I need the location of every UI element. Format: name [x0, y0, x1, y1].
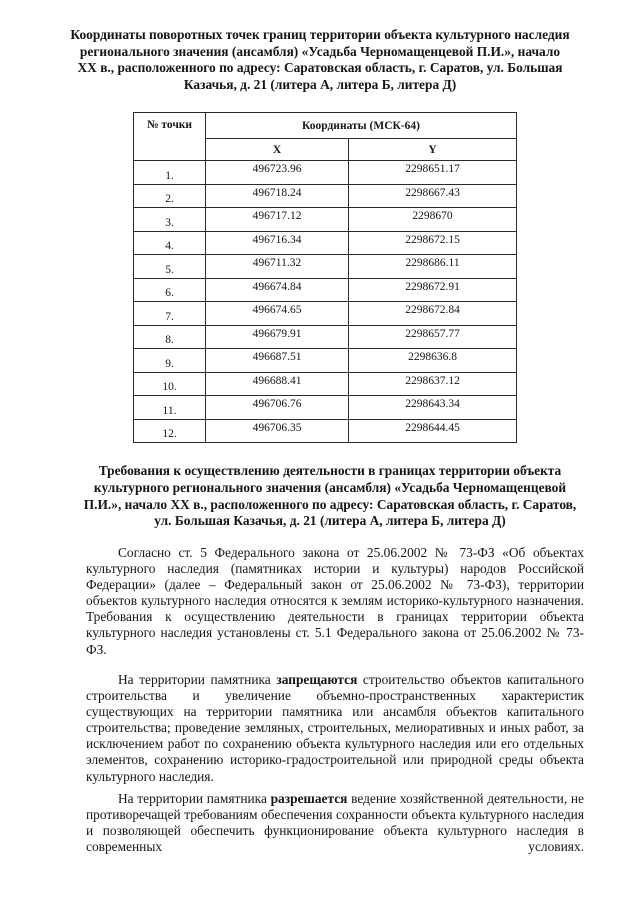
y-coordinate-cell: 2298636.8	[349, 349, 517, 373]
table-row	[134, 278, 517, 302]
x-coordinate-cell: 496716.34	[206, 231, 349, 255]
x-coordinate-cell: 496688.41	[206, 372, 349, 396]
y-coordinate-cell: 2298651.17	[349, 161, 517, 185]
table-row	[134, 184, 517, 208]
permitted-keyword: разрешается	[270, 791, 348, 806]
column-header-number: № точки	[134, 113, 206, 161]
table-row	[134, 419, 517, 443]
table-row	[134, 302, 517, 326]
y-coordinate-cell: 2298637.12	[349, 372, 517, 396]
y-coordinate-cell: 2298672.91	[349, 278, 517, 302]
table-row	[134, 325, 517, 349]
table-row	[134, 255, 517, 279]
point-number-cell: 6.	[134, 278, 206, 302]
paragraph-permitted-rest: ведение хозяйственной деятельности, не противоречащей требованиям обеспечения сохранности объекта культурного наследия и позволяющей обеспечить функционирование объекта культурного наследия в современных условиях.	[86, 791, 584, 855]
table-row	[134, 372, 517, 396]
requirements-heading: Требования к осуществлению деятельности в границах территории объекта культурного регионального значения (ансамбля) «Усадьба Черномащенцевой П.И.», начало XX в., расположенного по адресу: Саратовская область, г. Саратов, ул. Большая Казачья, д. 21 (литера А, литера Б, литера Д)	[83, 463, 577, 529]
column-header-y: Y	[349, 139, 517, 161]
paragraph-prohibited	[86, 672, 584, 785]
x-coordinate-cell: 496711.32	[206, 255, 349, 279]
y-coordinate-cell: 2298643.34	[349, 396, 517, 420]
point-number-cell: 9.	[134, 349, 206, 373]
paragraph-permitted	[86, 791, 584, 855]
paragraph-permitted-start: На территории памятника	[118, 791, 271, 806]
y-coordinate-cell: 2298672.15	[349, 231, 517, 255]
point-number-cell: 12.	[134, 419, 206, 443]
point-number-cell: 1.	[134, 161, 206, 185]
x-coordinate-cell: 496679.91	[206, 325, 349, 349]
y-coordinate-cell: 2298657.77	[349, 325, 517, 349]
x-coordinate-cell: 496723.96	[206, 161, 349, 185]
point-number-cell: 5.	[134, 255, 206, 279]
table-row	[134, 208, 517, 232]
paragraph-article-5-text: Согласно ст. 5 Федерального закона от 25.06.2002 № 73-ФЗ «Об объектах культурного наследия (памятниках истории и культуры) народов Российской Федерации» (далее – Федеральный закон от 25.06.2002 № 73-ФЗ), территории объектов культурного наследия относятся к землям историко-культурного назначения. Требования к осуществлению деятельности в границах территории объекта культурного наследия установлены ст. 5.1 Федерального закона от 25.06.2002 № 73-ФЗ.	[86, 545, 584, 657]
x-coordinate-cell: 496717.12	[206, 208, 349, 232]
paragraph-prohibited-start: На территории памятника	[118, 672, 277, 687]
x-coordinate-cell: 496706.35	[206, 419, 349, 443]
point-number-cell: 2.	[134, 184, 206, 208]
coordinates-table-body	[134, 161, 517, 443]
table-row	[134, 161, 517, 185]
y-coordinate-cell: 2298667.43	[349, 184, 517, 208]
table-row	[134, 231, 517, 255]
coordinates-table	[133, 112, 517, 443]
point-number-cell: 4.	[134, 231, 206, 255]
point-number-cell: 3.	[134, 208, 206, 232]
point-number-cell: 10.	[134, 372, 206, 396]
paragraph-prohibited-rest: строительство объектов капитального строительства и увеличение объемно-пространственных характеристик существующих на территории памятника или ансамбля объектов капитального строительства; проведение земляных, строительных, мелиоративных и иных работ, за исключением работ по сохранению объекта культурного наследия или его отдельных элементов, сохранению историко-градостроительной или природной среды объекта культурного наследия.	[86, 672, 584, 784]
y-coordinate-cell: 2298672.84	[349, 302, 517, 326]
x-coordinate-cell: 496718.24	[206, 184, 349, 208]
x-coordinate-cell: 496706.76	[206, 396, 349, 420]
prohibited-keyword: запрещаются	[276, 672, 358, 687]
x-coordinate-cell: 496687.51	[206, 349, 349, 373]
y-coordinate-cell: 2298670	[349, 208, 517, 232]
column-header-coordinates: Координаты (МСК-64)	[206, 113, 517, 139]
x-coordinate-cell: 496674.84	[206, 278, 349, 302]
point-number-cell: 8.	[134, 325, 206, 349]
y-coordinate-cell: 2298686.11	[349, 255, 517, 279]
paragraph-article-5	[86, 545, 584, 658]
point-number-cell: 7.	[134, 302, 206, 326]
table-row	[134, 349, 517, 373]
column-header-x: X	[206, 139, 349, 161]
table-row	[134, 396, 517, 420]
x-coordinate-cell: 496674.65	[206, 302, 349, 326]
page-title: Координаты поворотных точек границ территории объекта культурного наследия регионального значения (ансамбля) «Усадьба Черномащенцевой П.И.», начало XX в., расположенного по адресу: Саратовская область, г. Саратов, ул. Большая Казачья, д. 21 (литера А, литера Б, литера Д)	[70, 27, 570, 92]
point-number-cell: 11.	[134, 396, 206, 420]
y-coordinate-cell: 2298644.45	[349, 419, 517, 443]
